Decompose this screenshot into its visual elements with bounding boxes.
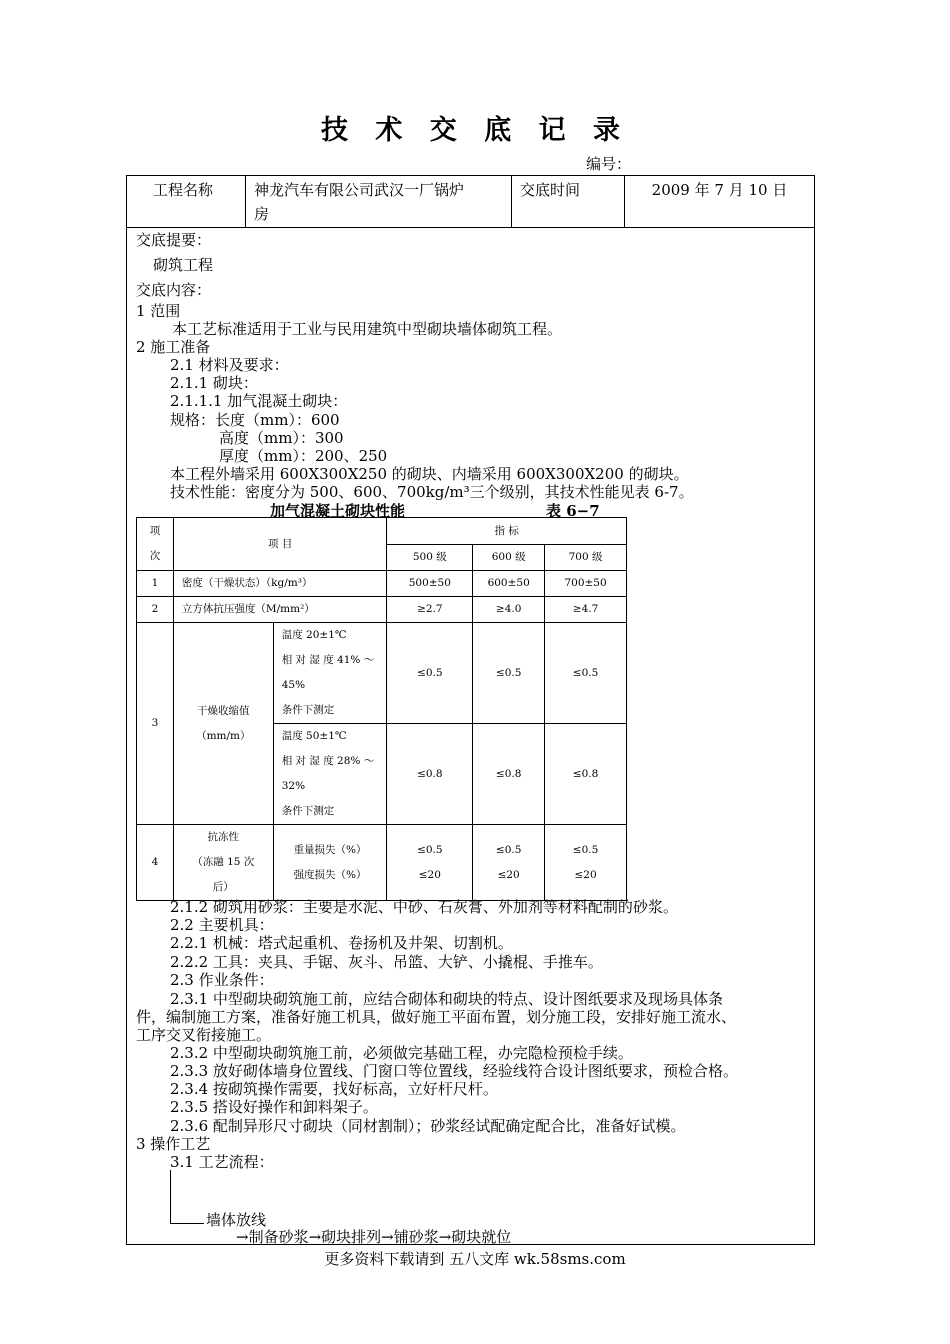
row-value: ≤0.5 ≤20 <box>387 825 473 901</box>
table-number: 表 6−7 <box>546 502 600 520</box>
body-line: 2.3.1 中型砌块砌筑施工前，应结合砌体和砌块的特点、设计图纸要求及现场具体条 <box>170 990 723 1008</box>
body-line: 2.3.6 配制异形尺寸砌块（同材割制）；砂浆经试配确定配合比，准备好试模。 <box>170 1117 686 1135</box>
row-item: 密度（干燥状态）（kg/m³） <box>173 571 387 597</box>
table-header-row <box>137 518 627 545</box>
section-heading: 2 施工准备 <box>136 338 211 356</box>
section-heading: 3 操作工艺 <box>136 1135 211 1153</box>
table-row <box>137 825 627 901</box>
table-caption: 加气混凝土砌块性能 <box>270 502 406 520</box>
body-line: 高度（mm）：300 <box>219 429 344 447</box>
table-row <box>137 623 627 724</box>
flow-step-sequence: →制备砂浆→砌块排列→铺砂浆→砌块就位 <box>236 1228 512 1246</box>
body-line: 2.3.4 按砌筑操作需要，找好标高，立好杆尺杆。 <box>170 1080 498 1098</box>
body-line: 件，编制施工方案，准备好施工机具，做好施工平面布置，划分施工段，安排好施工流水、 <box>136 1008 737 1026</box>
body-line: 2.1 材料及要求： <box>170 356 289 374</box>
loss-labels: 重量损失（%） 强度损失（%） <box>273 825 387 901</box>
section-heading: 1 范围 <box>136 302 181 320</box>
body-line: 2.3.5 搭设好操作和卸料架子。 <box>170 1098 378 1116</box>
document-title: 技 术 交 底 记 录 <box>321 115 629 146</box>
project-name-label: 工程名称 <box>127 176 246 227</box>
row-value: ≤0.5 ≤20 <box>473 825 545 901</box>
row-value: ≥2.7 <box>387 597 473 623</box>
flow-connector-vertical <box>170 1170 171 1224</box>
flow-step-layout: 墙体放线 <box>206 1211 267 1229</box>
row-item: 抗冻性 （冻融 15 次 后） <box>173 825 273 901</box>
body-line: 本工程外墙采用 600X300X250 的砌块、内墙采用 600X300X200 的砌块。 <box>170 465 689 483</box>
row-item: 干燥收缩值 （mm/m） <box>173 623 273 825</box>
summary-label: 交底提要： <box>136 231 212 249</box>
body-line: 3.1 工艺流程： <box>170 1153 274 1171</box>
row-item: 立方体抗压强度（M/mm²） <box>173 597 387 623</box>
row-value: ≤0.8 <box>387 724 473 825</box>
body-line: 2.1.1 砌块： <box>170 374 258 392</box>
body-line: 2.2 主要机具： <box>170 916 274 934</box>
body-line: 2.2.1 机械：塔式起重机、卷扬机及井架、切割机。 <box>170 934 513 952</box>
project-name-line2: 房 <box>254 205 270 223</box>
header-row <box>127 176 814 228</box>
row-value: 500±50 <box>387 571 473 597</box>
row-no: 1 <box>137 571 174 597</box>
row-no: 3 <box>137 623 174 825</box>
row-no: 4 <box>137 825 174 901</box>
summary-value: 砌筑工程 <box>153 256 214 274</box>
project-name-line1: 神龙汽车有限公司武汉一厂锅炉 <box>254 181 465 199</box>
row-value: ≤0.8 <box>473 724 545 825</box>
grade-600-header: 600 级 <box>473 545 545 571</box>
body-line: 2.3.2 中型砌块砌筑施工前，必须做完基础工程，办完隐检预检手续。 <box>170 1044 633 1062</box>
col-item-header: 项 目 <box>173 518 387 571</box>
body-line: 技术性能：密度分为 500、600、700kg/m³三个级别，其技术性能见表 6-7。 <box>170 483 694 501</box>
col-seq-header: 项 次 <box>137 518 174 571</box>
body-line: 工序交叉衔接施工。 <box>136 1026 272 1044</box>
table-row <box>137 597 627 623</box>
row-value: ≤0.5 <box>473 623 545 724</box>
body-line: 2.2.2 工具：夹具、手锯、灰斗、吊篮、大铲、小撬棍、手推车。 <box>170 953 603 971</box>
body-line: 2.1.1.1 加气混凝土砌块： <box>170 392 348 410</box>
grade-500-header: 500 级 <box>387 545 473 571</box>
body-line: 规格：长度（mm）：600 <box>170 411 340 429</box>
project-name-value <box>246 176 512 227</box>
body-line: 2.3.3 放好砌体墙身位置线、门窗口等位置线，经验线符合设计图纸要求，预检合格。 <box>170 1062 738 1080</box>
handover-time-label: 交底时间 <box>512 176 625 227</box>
test-condition: 温度 20±1℃ 相 对 湿 度 41% ～ 45% 条件下测定 <box>273 623 387 724</box>
row-value: 600±50 <box>473 571 545 597</box>
table-row <box>137 571 627 597</box>
content-label: 交底内容： <box>136 281 212 299</box>
body-line: 2.1.2 砌筑用砂浆：主要是水泥、中砂、石灰膏、外加剂等材料配制的砂浆。 <box>170 898 678 916</box>
row-value: ≤0.8 <box>545 724 627 825</box>
row-value: ≤0.5 <box>387 623 473 724</box>
body-line: 厚度（mm）：200、250 <box>219 447 388 465</box>
row-value: ≤0.5 ≤20 <box>545 825 627 901</box>
doc-number-label: 编号： <box>586 155 632 173</box>
row-value: ≤0.5 <box>545 623 627 724</box>
grade-700-header: 700 级 <box>545 545 627 571</box>
col-index-header: 指 标 <box>387 518 627 545</box>
row-value: ≥4.0 <box>473 597 545 623</box>
flow-connector-horizontal <box>170 1223 204 1224</box>
test-condition: 温度 50±1℃ 相 对 湿 度 28% ～ 32% 条件下测定 <box>273 724 387 825</box>
body-line: 本工艺标准适用于工业与民用建筑中型砌块墙体砌筑工程。 <box>172 320 563 338</box>
row-value: ≥4.7 <box>545 597 627 623</box>
handover-time-value: 2009 年 7 月 10 日 <box>651 181 788 199</box>
footer-link-text: 更多资料下载请到 五八文库 wk.58sms.com <box>324 1250 626 1268</box>
body-line: 2.3 作业条件： <box>170 971 274 989</box>
row-value: 700±50 <box>545 571 627 597</box>
row-no: 2 <box>137 597 174 623</box>
performance-table <box>136 517 627 901</box>
